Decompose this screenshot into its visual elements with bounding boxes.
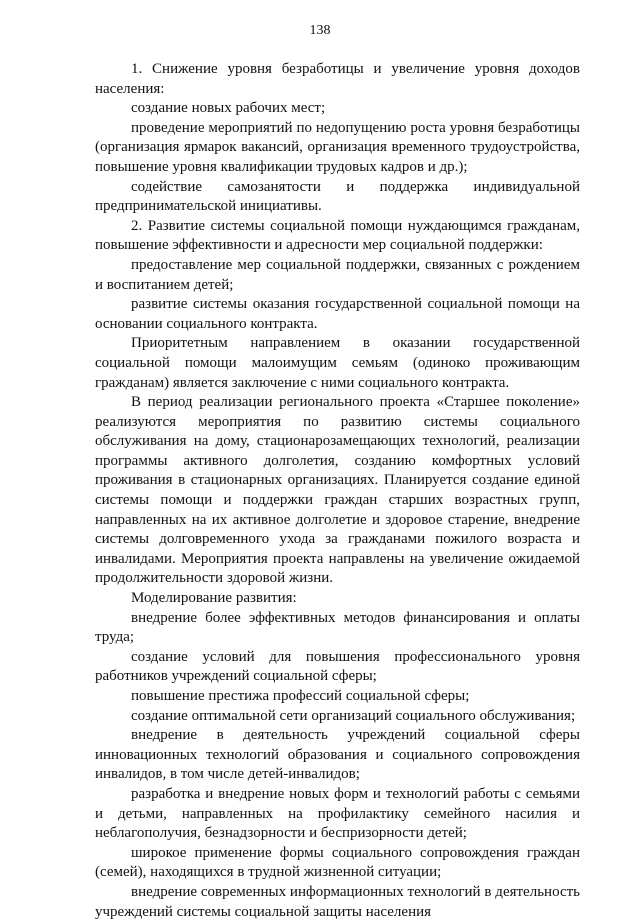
paragraph: создание условий для повышения профессионального уровня работников учреждений социальной сферы; [95, 648, 580, 685]
body-text [95, 60, 580, 922]
paragraph: 1. Снижение уровня безработицы и увеличение уровня доходов населения: [95, 61, 580, 97]
paragraph: Приоритетным направлением в оказании государственной социальной помощи малоимущим семьям (одиноко проживающим гражданам) является заключение с ними социального контракта. [95, 335, 580, 391]
paragraph: проведение мероприятий по недопущению роста уровня безработицы (организация ярмарок вакансий, организация временного трудоустройства, повышение уровня квалификации трудовых кадров и др.); [95, 119, 580, 175]
paragraph: внедрение современных информационных технологий в деятельность учреждений системы социальной защиты населения [95, 883, 580, 920]
page-number: 138 [309, 23, 331, 38]
paragraph: В период реализации регионального проекта «Старшее поколение» реализуются мероприятия по развитию системы социального обслуживания на дому, стационарозамещающих технологий, реализации программы активного долголетия, созданию комфортных условий проживания в стационарных организациях. Планируется создание единой системы помощи и поддержки граждан старших возрастных групп, направленных на их активное долголетие и здоровое старение, внедрение системы долговременного ухода за гражданами пожилого возраста и инвалидами. Мероприятия проекта направлены на увеличение ожидаемой продолжительности здоровой жизни. [95, 394, 580, 587]
paragraph: предоставление мер социальной поддержки, связанных с рождением и воспитанием детей; [95, 256, 580, 293]
paragraph: разработка и внедрение новых форм и технологий работы с семьями и детьми, направленных на профилактику семейного насилия и неблагополучия, безнадзорности и беспризорности детей; [95, 785, 580, 842]
paragraph: внедрение более эффективных методов финансирования и оплаты труда; [95, 609, 580, 646]
paragraph: повышение престижа профессий социальной сферы; [131, 688, 470, 704]
paragraph: содействие самозанятости и поддержка индивидуальной предпринимательской инициативы. [95, 178, 580, 215]
paragraph: внедрение в деятельность учреждений социальной сферы инновационных технологий образования и социального сопровождения инвалидов, в том числе детей-инвалидов; [95, 727, 580, 783]
paragraph: создание новых рабочих мест; [131, 100, 326, 117]
paragraph: широкое применение формы социального сопровождения граждан (семей), находящихся в трудной жизненной ситуации; [95, 844, 580, 881]
paragraph: 2. Развитие системы социальной помощи нуждающимся гражданам, повышение эффективности и адресности мер социальной поддержки: [95, 217, 580, 254]
paragraph: Моделирование развития: [131, 590, 297, 607]
paragraph: создание оптимальной сети организаций социального обслуживания; [131, 707, 576, 724]
paragraph: развитие системы оказания государственной социальной помощи на основании социального контракта. [95, 296, 580, 332]
